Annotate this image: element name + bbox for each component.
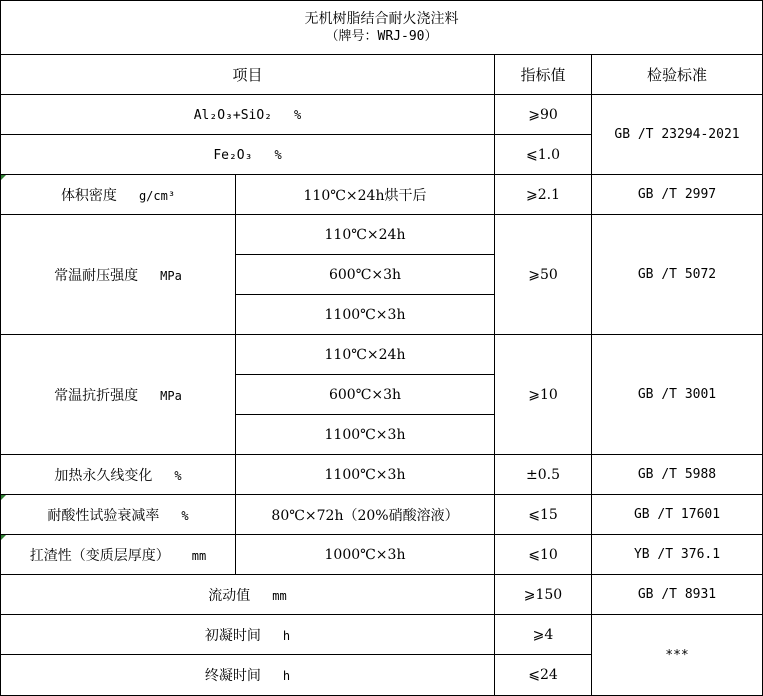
density-standard: GB /T 2997 xyxy=(592,175,763,215)
final-set-label: 终凝时间 xyxy=(204,668,261,684)
flow-unit: mm xyxy=(272,588,287,603)
plc-unit: % xyxy=(174,468,182,483)
fe2o3-unit: % xyxy=(274,147,282,162)
al2o3-value: ⩾90 xyxy=(495,95,592,135)
density-unit: g/cm³ xyxy=(138,188,176,203)
fe2o3-label-cell xyxy=(1,135,495,175)
flow-label: 流动值 xyxy=(208,587,251,604)
flow-value: ⩾150 xyxy=(495,575,592,615)
al2o3-label: Al₂O₃+SiO₂ xyxy=(193,107,273,123)
ccs-unit: MPa xyxy=(160,268,182,283)
flow-standard: GB /T 8931 xyxy=(592,575,763,615)
al2o3-label-cell xyxy=(1,95,495,135)
acid-value: ⩽15 xyxy=(495,495,592,535)
slag-standard: YB /T 376.1 xyxy=(592,535,763,575)
mor-condition-2: 600℃×3h xyxy=(236,375,495,415)
plc-label-cell xyxy=(1,455,236,495)
density-condition: 110℃×24h烘干后 xyxy=(236,175,495,215)
header-standard: 检验标准 xyxy=(592,55,763,95)
ccs-label-cell xyxy=(1,215,236,335)
flow-label-cell xyxy=(1,575,495,615)
acid-condition: 80℃×72h（20%硝酸溶液） xyxy=(236,495,495,535)
slag-value: ⩽10 xyxy=(495,535,592,575)
density-label: 体积密度 xyxy=(60,187,117,204)
final-set-unit: h xyxy=(282,669,291,683)
plc-label: 加热永久线变化 xyxy=(54,467,153,484)
row-mor-1 xyxy=(1,335,763,375)
row-acid xyxy=(1,495,763,535)
ccs-standard: GB /T 5072 xyxy=(592,215,763,335)
al2o3-unit: % xyxy=(294,107,302,122)
ccs-label: 常温耐压强度 xyxy=(54,267,139,284)
mor-condition-3: 1100℃×3h xyxy=(236,415,495,455)
acid-unit: % xyxy=(181,508,189,523)
plc-condition: 1100℃×3h xyxy=(236,455,495,495)
acid-standard: GB /T 17601 xyxy=(592,495,763,535)
header-item: 项目 xyxy=(1,55,495,95)
set-standard: *** xyxy=(592,615,763,696)
row-slag xyxy=(1,535,763,575)
row-plc xyxy=(1,455,763,495)
initial-set-label: 初凝时间 xyxy=(204,627,261,644)
initial-set-label-cell xyxy=(1,615,495,655)
final-set-label-cell xyxy=(1,655,495,696)
fe2o3-label: Fe₂O₃ xyxy=(213,147,253,163)
row-initial-set xyxy=(1,615,763,655)
initial-set-value: ⩾4 xyxy=(495,615,592,655)
final-set-value: ⩽24 xyxy=(495,655,592,696)
mor-standard: GB /T 3001 xyxy=(592,335,763,455)
header-index: 指标值 xyxy=(495,55,592,95)
header-row xyxy=(1,55,763,95)
ccs-condition-3: 1100℃×3h xyxy=(236,295,495,335)
row-density xyxy=(1,175,763,215)
row-ccs-1 xyxy=(1,215,763,255)
plc-value: ±0.5 xyxy=(495,455,592,495)
slag-label-cell xyxy=(1,535,236,575)
row-flow xyxy=(1,575,763,615)
fe2o3-value: ⩽1.0 xyxy=(495,135,592,175)
initial-set-unit: h xyxy=(282,628,291,643)
slag-condition: 1000℃×3h xyxy=(236,535,495,575)
acid-label-cell xyxy=(1,495,236,535)
mor-label: 常温抗折强度 xyxy=(54,387,139,404)
title-row xyxy=(1,1,763,55)
density-label-cell xyxy=(1,175,236,215)
ccs-value: ⩾50 xyxy=(495,215,592,335)
mor-value: ⩾10 xyxy=(495,335,592,455)
slag-unit: mm xyxy=(191,548,207,563)
plc-standard: GB /T 5988 xyxy=(592,455,763,495)
mor-unit: MPa xyxy=(160,388,182,403)
table-title xyxy=(1,1,763,55)
mor-condition-1: 110℃×24h xyxy=(236,335,495,375)
acid-label: 耐酸性试验衰减率 xyxy=(47,507,160,524)
mor-label-cell xyxy=(1,335,236,455)
slag-label: 扛渣性（变质层厚度） xyxy=(29,547,170,564)
ccs-condition-2: 600℃×3h xyxy=(236,255,495,295)
ccs-condition-1: 110℃×24h xyxy=(236,215,495,255)
row-al2o3 xyxy=(1,95,763,135)
chem-standard: GB /T 23294-2021 xyxy=(592,95,763,175)
title-line-1: 无机树脂结合耐火浇注料 xyxy=(304,10,459,27)
title-line-2: （牌号：WRJ-90） xyxy=(325,28,438,44)
density-value: ⩾2.1 xyxy=(495,175,592,215)
